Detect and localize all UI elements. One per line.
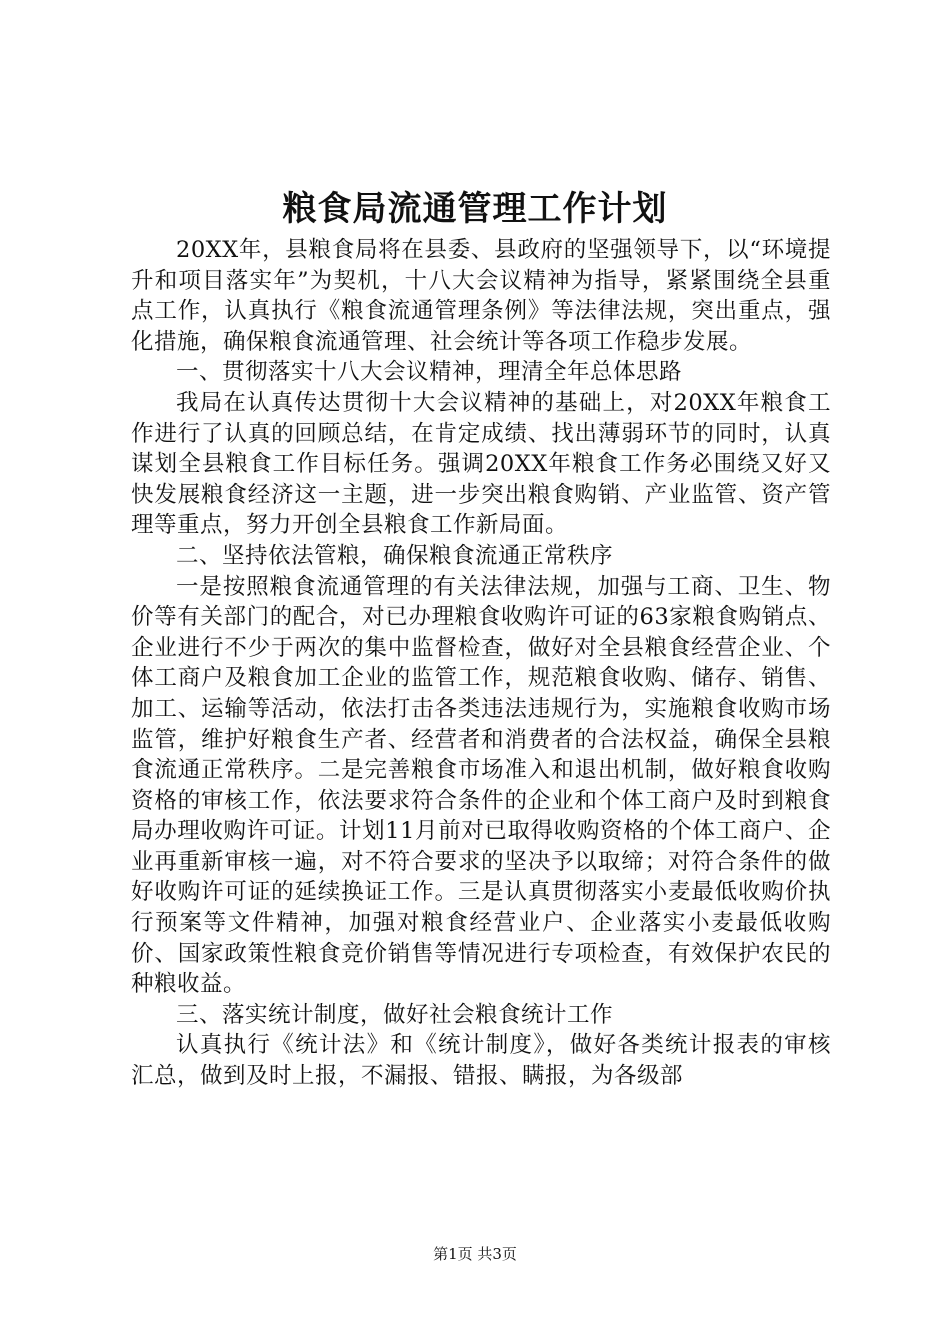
document-body bbox=[131, 235, 831, 1092]
section-heading-1: 一、贯彻落实十八大会议精神，理清全年总体思路 bbox=[176, 359, 683, 386]
page-footer: 第1页 共3页 bbox=[433, 1245, 517, 1263]
section-paragraph-3: 认真执行《统计法》和《统计制度》，做好各类统计报表的审核汇总，做到及时上报，不漏报、错报、瞒报，为各级部 bbox=[131, 1032, 831, 1090]
section-heading-2: 二、坚持依法管粮，确保粮食流通正常秩序 bbox=[176, 542, 614, 569]
section-paragraph-2: 一是按照粮食流通管理的有关法律法规，加强与工商、卫生、物价等有关部门的配合，对已办理粮食收购许可证的63家粮食购销点、企业进行不少于两次的集中监督检查，做好对全县粮食经营企业、个体工商户及粮食加工企业的监管工作，规范粮食收购、储存、销售、加工、运输等活动，依法打击各类违法违规行为，实施粮食收购市场监管，维护好粮食生产者、经营者和消费者的合法权益，确保全县粮食流通正常秩序。二是完善粮食市场准入和退出机制，做好粮食收购资格的审核工作，依法要求符合条件的企业和个体工商户及时到粮食局办理收购许可证。计划11月前对已取得收购资格的个体工商户、企业再重新审核一遍，对不符合要求的坚决予以取缔；对符合条件的做好收购许可证的延续换证工作。三是认真贯彻落实小麦最低收购价执行预案等文件精神，加强对粮食经营业户、企业落实小麦最低收购价、国家政策性粮食竞价销售等情况进行专项检查，有效保护农民的种粮收益。 bbox=[131, 573, 831, 998]
document-title: 粮食局流通管理工作计划 bbox=[282, 189, 668, 229]
section-paragraph-1: 我局在认真传达贯彻十大会议精神的基础上，对20XX年粮食工作进行了认真的回顾总结，在肯定成绩、找出薄弱环节的同时，认真谋划全县粮食工作目标任务。强调20XX年粮食工作务必围绕又好又快发展粮食经济这一主题，进一步突出粮食购销、产业监管、资产管理等重点，努力开创全县粮食工作新局面。 bbox=[131, 389, 831, 539]
intro-paragraph: 20XX年，县粮食局将在县委、县政府的坚强领导下，以“环境提升和项目落实年”为契机，十八大会议精神为指导，紧紧围绕全县重点工作，认真执行《粮食流通管理条例》等法律法规，突出重点，强化措施，确保粮食流通管理、社会统计等各项工作稳步发展。 bbox=[131, 237, 831, 355]
section-heading-3: 三、落实统计制度，做好社会粮食统计工作 bbox=[176, 1001, 614, 1028]
